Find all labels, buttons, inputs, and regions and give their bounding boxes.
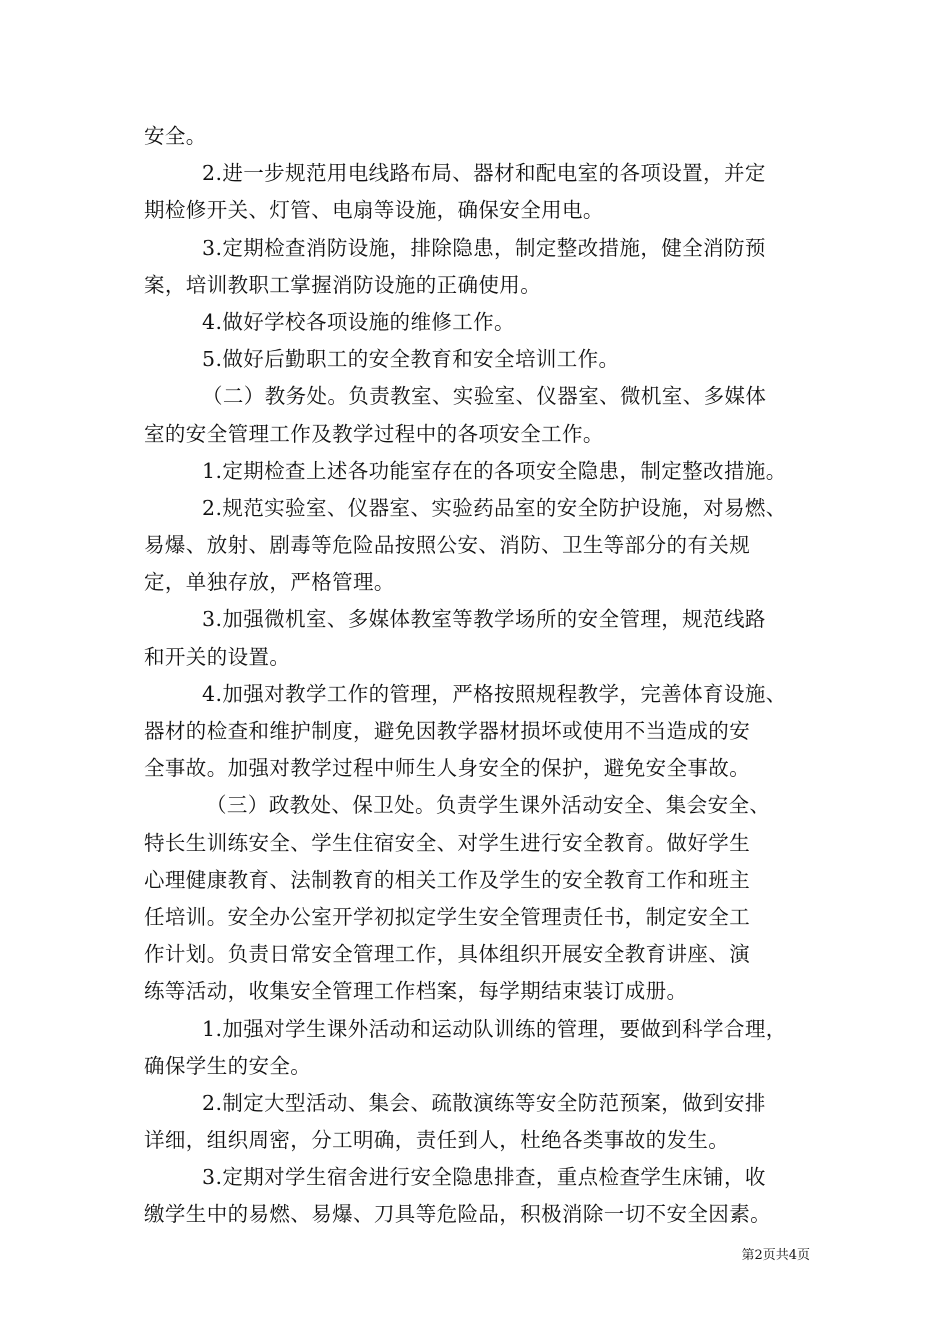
text-line: 全事故。加强对教学过程中师生人身安全的保护，避免安全事故。: [144, 756, 751, 781]
text-line: 5.做好后勤职工的安全教育和安全培训工作。: [202, 347, 620, 372]
text-line: 和开关的设置。: [144, 644, 291, 669]
text-line: 器材的检查和维护制度，避免因教学器材损坏或使用不当造成的安: [144, 719, 751, 743]
text-line: 3.加强微机室、多媒体教室等教学场所的安全管理，规范线路: [202, 607, 766, 632]
text-line: 详细，组织周密，分工明确，责任到人，杜绝各类事故的发生。: [144, 1128, 730, 1153]
document-body: [144, 118, 808, 1234]
text-line: 心理健康教育、法制教育的相关工作及学生的安全教育工作和班主: [144, 867, 751, 892]
text-line: 3.定期检查消防设施，排除隐患，制定整改措施，健全消防预: [202, 235, 766, 260]
text-line: 安全。: [144, 124, 207, 148]
text-line: 任培训。安全办公室开学初拟定学生安全管理责任书，制定安全工: [144, 904, 751, 929]
text-line: 4.加强对教学工作的管理，严格按照规程教学，完善体育设施、: [202, 681, 787, 706]
section-heading-line: （三）政教处、保卫处。负责学生课外活动安全、集会安全、: [206, 793, 771, 818]
text-line: 1.定期检查上述各功能室存在的各项安全隐患，制定整改措施。: [202, 458, 787, 483]
section-heading-line: （二）教务处。负责教室、实验室、仪器室、微机室、多媒体: [202, 384, 767, 409]
text-line: 室的安全管理工作及教学过程中的各项安全工作。: [144, 421, 604, 446]
text-line: 特长生训练安全、学生住宿安全、对学生进行安全教育。做好学生: [144, 830, 751, 855]
text-line: 2.制定大型活动、集会、疏散演练等安全防范预案，做到安排: [202, 1090, 766, 1115]
text-line: 2.规范实验室、仪器室、实验药品室的安全防护设施，对易燃、: [202, 495, 787, 520]
text-line: 3.定期对学生宿舍进行安全隐患排查，重点检查学生床铺，收: [202, 1165, 766, 1190]
text-line: 作计划。负责日常安全管理工作，具体组织开展安全教育讲座、演: [144, 942, 751, 967]
text-line: 1.加强对学生课外活动和运动队训练的管理，要做到科学合理，: [202, 1016, 787, 1041]
text-line: 4.做好学校各项设施的维修工作。: [202, 309, 515, 334]
text-line: 确保学生的安全。: [144, 1053, 312, 1078]
text-line: 缴学生中的易燃、易爆、刀具等危险品，积极消除一切不安全因素。: [144, 1202, 771, 1227]
text-line: 期检修开关、灯管、电扇等设施，确保安全用电。: [144, 198, 604, 223]
text-line: 易爆、放射、剧毒等危险品按照公安、消防、卫生等部分的有关规: [144, 533, 751, 558]
text-line: 练等活动，收集安全管理工作档案，每学期结束装订成册。: [144, 979, 688, 1004]
text-line: 2.进一步规范用电线路布局、器材和配电室的各项设置，并定: [202, 161, 766, 186]
text-line: 案，培训教职工掌握消防设施的正确使用。: [144, 272, 542, 297]
text-line: 定，单独存放，严格管理。: [144, 570, 395, 595]
page-number-footer: 第2页共4页: [741, 1248, 810, 1263]
